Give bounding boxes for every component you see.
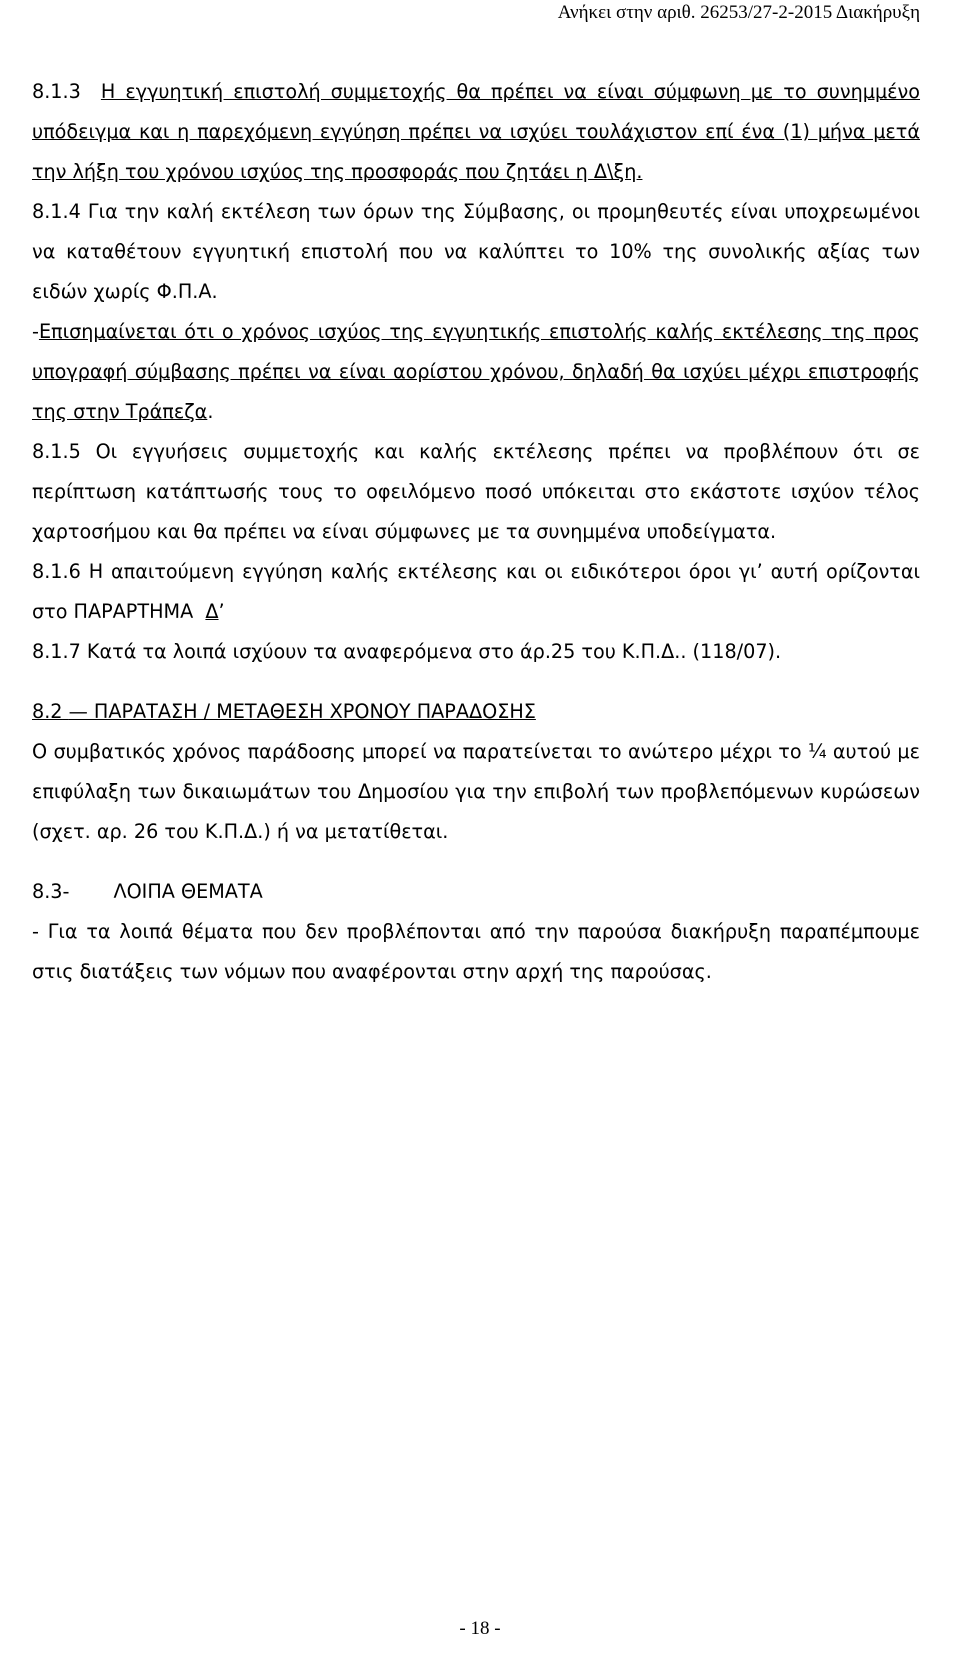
- section-8-1-7: 8.1.7 Κατά τα λοιπά ισχύουν τα αναφερόμενα στο άρ.25 του Κ.Π.Δ.. (118/07).: [32, 640, 782, 663]
- annex-letter: Δ: [205, 600, 219, 623]
- section-8-1-5: 8.1.5 Οι εγγυήσεις συμμετοχής και καλής εκτέλεσης πρέπει να προβλέπουν ότι σε περίπτωση κατάπτωσής τους το οφειλόμενο ποσό υπόκειται στο εκάστοτε ισχύον τέλος χαρτοσήμου και θα πρέπει να είναι σύμφωνες με τα συνημμένα υποδείγματα.: [32, 440, 920, 543]
- section-number: 8.1.3: [32, 80, 81, 103]
- guarantee-note: [32, 312, 920, 432]
- note-text: Επισημαίνεται ότι ο χρόνος ισχύος της εγγυητικής επιστολής καλής εκτέλεσης της προς υπογραφή σύμβασης πρέπει να είναι αορίστου χρόνου, δηλαδή θα ισχύει μέχρι επιστροφής της στην Τράπεζα: [32, 320, 920, 423]
- section-text: 8.1.6 Η απαιτούμενη εγγύηση καλής εκτέλεσης και οι ειδικότεροι όροι γι’ αυτή ορίζονται στο ΠΑΡΑΡΤΗΜΑ: [32, 560, 920, 623]
- document-body: [32, 72, 920, 992]
- section-title: ΛΟΙΠΑ ΘΕΜΑΤΑ: [113, 880, 263, 903]
- section-8-3-heading: [32, 872, 920, 912]
- note-end: .: [207, 400, 214, 423]
- section-title: — ΠΑΡΑΤΑΣΗ / ΜΕΤΑΘΕΣΗ ΧΡΟΝΟΥ ΠΑΡΑΔΟΣΗΣ: [68, 700, 536, 723]
- section-8-1-4: 8.1.4 Για την καλή εκτέλεση των όρων της Σύμβασης, οι προμηθευτές είναι υποχρεωμένοι να καταθέτουν εγγυητική επιστολή που να καλύπτει το 10% της συνολικής αξίας των ειδών χωρίς Φ.Π.Α.: [32, 200, 920, 303]
- section-number: 8.2: [32, 700, 63, 723]
- section-8-2-body: Ο συμβατικός χρόνος παράδοσης μπορεί να παρατείνεται το ανώτερο μέχρι το ¼ αυτού με επιφύλαξη των δικαιωμάτων του Δημοσίου για την επιβολή των προβλεπόμενων κυρώσεων (σχετ. αρ. 26 του Κ.Π.Δ.) ή να μετατίθεται.: [32, 740, 920, 843]
- page-number: - 18 -: [459, 1618, 501, 1639]
- section-8-1-3: [32, 72, 920, 192]
- annex-end: ’: [218, 600, 225, 623]
- section-8-1-6: [32, 552, 920, 632]
- section-text: Η εγγυητική επιστολή συμμετοχής θα πρέπει να είναι σύμφωνη με το συνημμένο υπόδειγμα και η παρεχόμενη εγγύηση πρέπει να ισχύει τουλάχιστον επί ένα (1) μήνα μετά την λήξη του χρόνου ισχύος της προσφοράς που ζητάει η Δ\ξη.: [32, 80, 921, 183]
- section-number: 8.3-: [32, 880, 70, 903]
- section-8-3-body: - Για τα λοιπά θέματα που δεν προβλέπονται από την παρούσα διακήρυξη παραπέμπουμε στις διατάξεις των νόμων που αναφέρονται στην αρχή της παρούσας.: [32, 920, 920, 983]
- note-dash: -: [32, 320, 39, 343]
- section-8-2-heading: [32, 692, 920, 732]
- page-header: Ανήκει στην αριθ. 26253/27-2-2015 Διακήρυξη: [557, 2, 920, 23]
